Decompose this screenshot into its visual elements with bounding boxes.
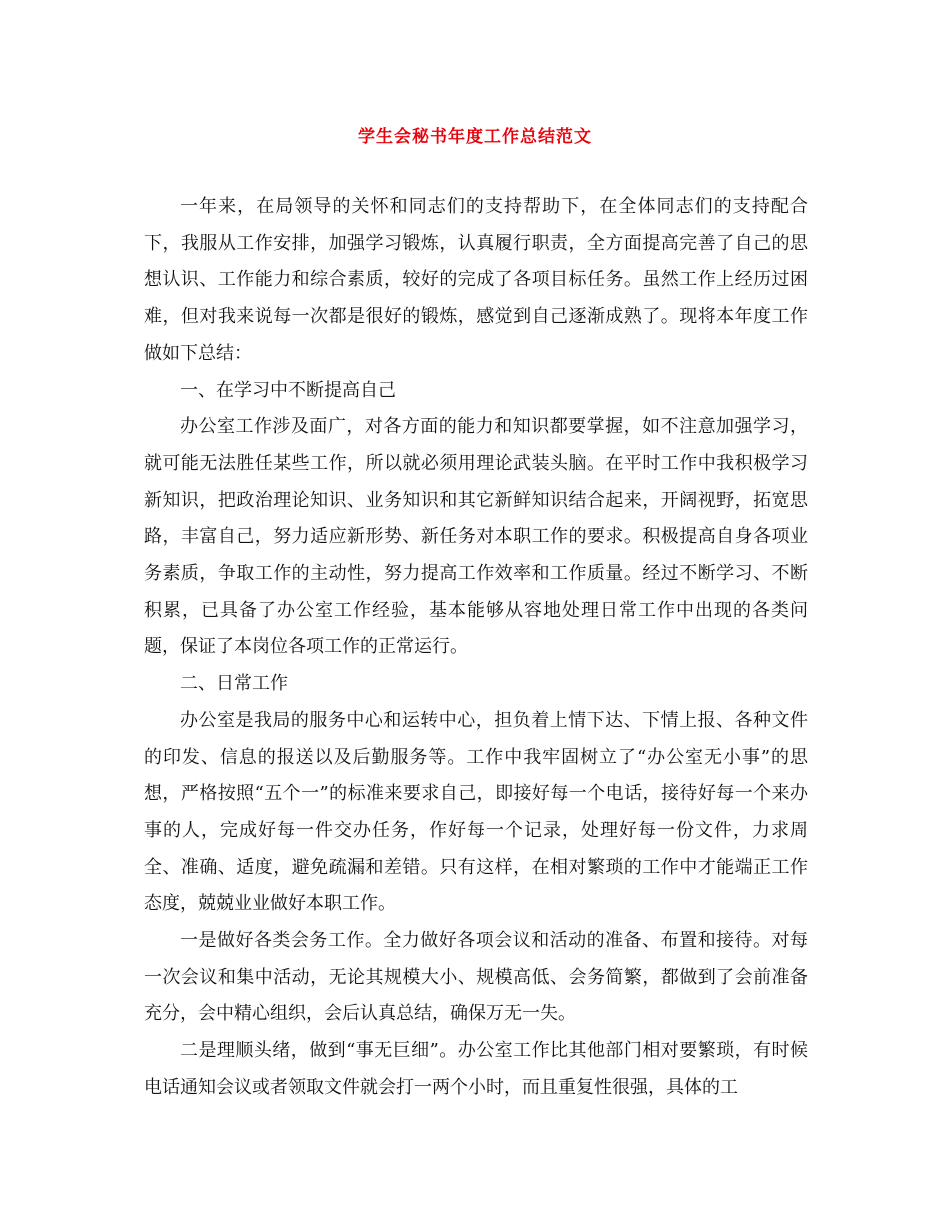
paragraph-meetings: 一是做好各类会务工作。全力做好各项会议和活动的准备、布置和接待。对每一次会议和集中活动，无论其规模大小、规模高低、会务简繁，都做到了会前准备充分，会中精心组织，会后认真总结，确保万无一失。: [144, 930, 808, 1025]
paragraph-intro: 一年来，在局领导的关怀和同志们的支持帮助下，在全体同志们的支持配合下，我服从工作安排，加强学习锻炼，认真履行职责，全方面提高完善了自己的思想认识、工作能力和综合素质，较好的完成了各项目标任务。虽然工作上经历过困难，但对我来说每一次都是很好的锻炼，感觉到自己逐渐成熟了。现将本年度工作做如下总结：: [144, 196, 808, 364]
document-body: [144, 189, 808, 1107]
paragraph-details: 二是理顺头绪，做到“事无巨细”。办公室工作比其他部门相对要繁琐，有时候电话通知会议或者领取文件就会打一两个小时，而且重复性很强，具体的工: [144, 1040, 808, 1098]
section-heading-daily-work: 二、日常工作: [180, 673, 288, 695]
paragraph-daily-work: 办公室是我局的服务中心和运转中心，担负着上情下达、下情上报、各种文件的印发、信息的报送以及后勤服务等。工作中我牢固树立了“办公室无小事”的思想，严格按照“五个一”的标准来要求自己，即接好每一个电话，接待好每一个来办事的人，完成好每一件交办任务，作好每一个记录，处理好每一份文件，力求周全、准确、适度，避免疏漏和差错。只有这样，在相对繁琐的工作中才能端正工作态度，兢兢业业做好本职工作。: [144, 709, 808, 915]
paragraph-learning: 办公室工作涉及面广，对各方面的能力和知识都要掌握，如不注意加强学习，就可能无法胜任某些工作，所以就必须用理论武装头脑。在平时工作中我积极学习新知识，把政治理论知识、业务知识和其它新鲜知识结合起来，开阔视野，拓宽思路，丰富自己，努力适应新形势、新任务对本职工作的要求。积极提高自身各项业务素质，争取工作的主动性，努力提高工作效率和工作质量。经过不断学习、不断积累，已具备了办公室工作经验，基本能够从容地处理日常工作中出现的各类问题，保证了本岗位各项工作的正常运行。: [144, 416, 808, 658]
document-title: 学生会秘书年度工作总结范文: [358, 127, 592, 147]
section-heading-learning: 一、在学习中不断提高自己: [180, 379, 396, 401]
